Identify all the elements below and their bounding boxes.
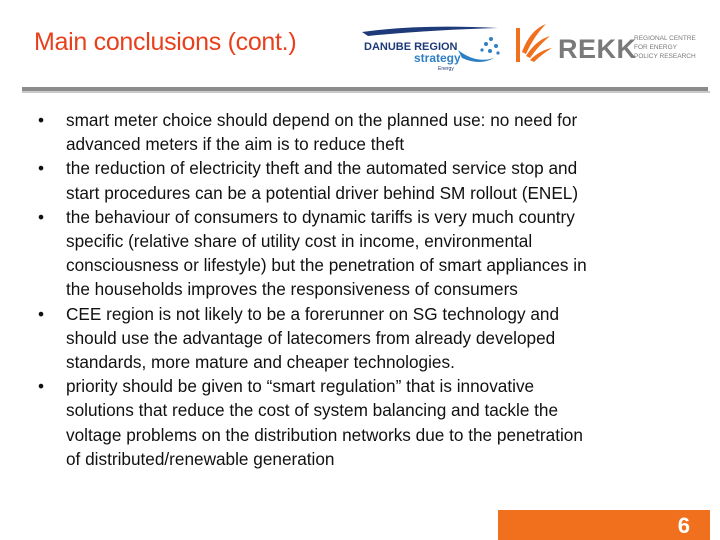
bullet-line: the behaviour of consumers to dynamic tariffs is very much country [66,206,575,227]
bullet-line: of distributed/renewable generation [66,448,335,469]
bullet-glyph: • [37,206,45,227]
page-number-box [498,510,710,540]
bullet-line: start procedures can be a potential driver behind SM rollout (ENEL) [66,182,579,203]
rekk-tagline-1: REGIONAL CENTRE [634,35,696,42]
bullet-item [34,374,690,471]
danube-logo-line1: DANUBE REGION [364,41,458,53]
danube-logo-line2: strategy [414,51,461,65]
bullet-item [34,302,690,375]
bullet-line: priority should be given to “smart regulation” that is innovative [66,376,535,397]
bullet-glyph: • [37,158,45,179]
bullet-glyph: • [37,303,45,324]
bullet-line: the reduction of electricity theft and the automated service stop and [66,158,578,179]
bullet-line: the households improves the responsiveness of consumers [66,279,518,300]
bullet-line: solutions that reduce the cost of system balancing and tackle the [66,400,559,421]
bullet-glyph: • [37,376,45,397]
rekk-wordmark: REKK [558,34,637,64]
rekk-tagline-2: FOR ENERGY [634,44,677,51]
bullet-line: CEE region is not likely to be a forerunner on SG technology and [66,303,559,324]
bullet-line: voltage problems on the distribution networks due to the penetration [66,424,583,445]
bullet-item [34,108,690,156]
bullet-line: specific (relative share of utility cost in income, environmental [66,231,533,252]
bullet-glyph: • [37,110,45,130]
danube-logo-line3: Energy [438,66,454,72]
title-rule [22,87,708,91]
bullet-line: standards, more mature and cheaper technologies. [66,352,455,373]
rekk-tagline-3: POLICY RESEARCH [634,53,696,60]
slide-title: Main conclusions (cont.) [34,28,297,56]
danube-region-strategy-logo [358,20,508,72]
bullet-item [34,156,690,204]
page-number: 6 [677,513,690,538]
rekk-leaf-icon [516,24,552,62]
rekk-logo [512,22,712,68]
bullet-line: smart meter choice should depend on the planned use: no need for [66,110,578,130]
bullet-line: consciousness or lifestyle) but the penetration of smart appliances in [66,255,587,276]
bullet-item [34,205,690,302]
danube-swoosh-icon [362,27,498,36]
title-rule-shadow [22,91,710,93]
conclusions-list [34,108,690,471]
bullet-line: advanced meters if the aim is to reduce theft [66,134,405,155]
bullet-line: should use the advantage of latecomers from already developed [66,327,556,348]
